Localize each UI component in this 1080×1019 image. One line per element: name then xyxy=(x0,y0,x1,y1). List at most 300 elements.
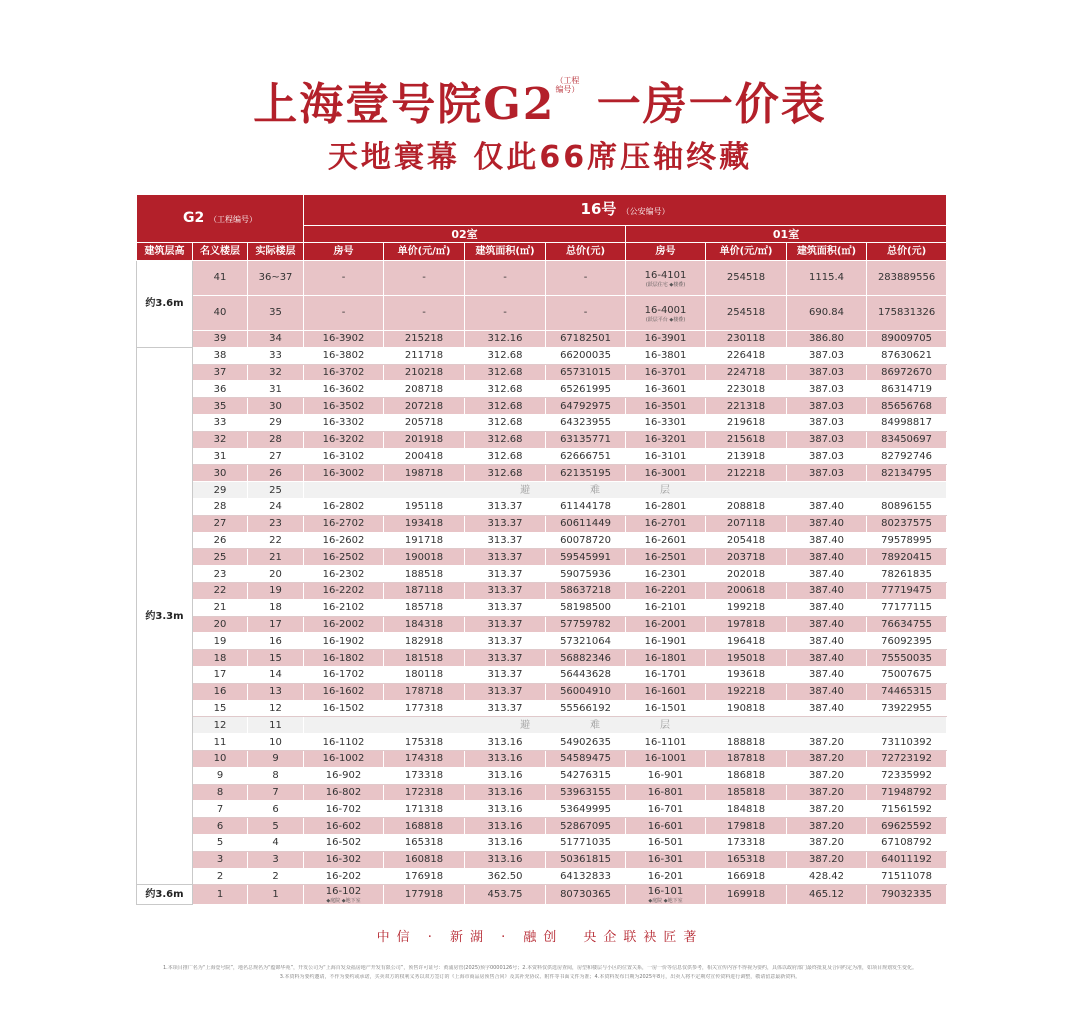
unit-02-area-cell: 313.16 xyxy=(465,834,546,851)
table-row xyxy=(137,633,947,650)
nominal-floor-cell: 32 xyxy=(193,431,248,448)
unit-02-room-cell: 16-2802 xyxy=(304,498,384,515)
unit-02-total-cell: 60078720 xyxy=(546,532,626,549)
unit-01-room-cell: 16-1701 xyxy=(626,666,706,683)
unit-02-area-cell: 313.37 xyxy=(465,616,546,633)
unit-02-room-cell: 16-702 xyxy=(304,801,384,818)
table-row xyxy=(137,515,947,532)
table-row xyxy=(137,868,947,885)
unit-02-total-cell: 54276315 xyxy=(546,767,626,784)
unit-02-room-cell: 16-3002 xyxy=(304,465,384,482)
unit-01-room-cell: 16-2201 xyxy=(626,582,706,599)
unit-02-price-cell: 181518 xyxy=(384,650,465,667)
unit-02-room-cell: 16-1602 xyxy=(304,683,384,700)
unit-02-total-cell: - xyxy=(546,296,626,331)
unit-02-total-cell: 61144178 xyxy=(546,498,626,515)
unit-01-total-cell: 73110392 xyxy=(867,734,947,751)
unit-01-room-cell: 16-701 xyxy=(626,801,706,818)
unit-02-price-cell: 200418 xyxy=(384,448,465,465)
unit-01-area-cell: 387.03 xyxy=(787,347,867,364)
unit-01-room-cell: 16-1501 xyxy=(626,700,706,717)
unit-01-area-cell: 387.20 xyxy=(787,750,867,767)
price-table xyxy=(136,194,947,905)
room-number: 16-101 xyxy=(647,886,684,898)
nominal-floor-cell: 3 xyxy=(193,851,248,868)
unit-02-total-cell: 59545991 xyxy=(546,549,626,566)
unit-02-area-cell: 313.16 xyxy=(465,818,546,835)
unit-02-price-cell: 177918 xyxy=(384,885,465,905)
unit-01-area-cell: 387.40 xyxy=(787,549,867,566)
unit-01-area-cell: 387.20 xyxy=(787,834,867,851)
unit-02-total-cell: 57759782 xyxy=(546,616,626,633)
unit-01-total-cell: 77177115 xyxy=(867,599,947,616)
table-row xyxy=(137,549,947,566)
room-number: 16-4101 xyxy=(644,269,687,281)
unit-01-price-cell: 165318 xyxy=(706,851,787,868)
unit-01-room-cell: 16-3101 xyxy=(626,448,706,465)
unit-02-area-cell: 313.37 xyxy=(465,666,546,683)
unit-02-room-cell: 16-3502 xyxy=(304,398,384,415)
unit-01-price-cell: 202018 xyxy=(706,566,787,583)
unit-02-room-cell: 16-2502 xyxy=(304,549,384,566)
unit-02-room-cell: 16-2102 xyxy=(304,599,384,616)
table-row xyxy=(137,750,947,767)
unit-02-price-cell: 165318 xyxy=(384,834,465,851)
unit-02-room-cell: 16-1802 xyxy=(304,650,384,667)
unit-02-room-cell: 16-2602 xyxy=(304,532,384,549)
unit-02-room-cell: 16-902 xyxy=(304,767,384,784)
unit-02-price-cell: 178718 xyxy=(384,683,465,700)
unit-02-area-cell: - xyxy=(465,296,546,331)
unit-01-room-cell: 16-2301 xyxy=(626,566,706,583)
unit-01-area-cell: 387.03 xyxy=(787,414,867,431)
unit-01-area-cell: 1115.4 xyxy=(787,261,867,296)
unit-01-area-cell: 387.40 xyxy=(787,633,867,650)
unit-02-room-cell: 16-3302 xyxy=(304,414,384,431)
actual-floor-cell: 15 xyxy=(248,650,304,667)
unit-02-area-cell: 313.16 xyxy=(465,851,546,868)
unit-02-total-cell: 58637218 xyxy=(546,582,626,599)
unit-02-room-cell: - xyxy=(304,296,384,331)
building-sub: （公安编号） xyxy=(621,206,670,216)
unit-01-room-cell: 16-201 xyxy=(626,868,706,885)
table-row xyxy=(137,717,947,734)
unit-02-area-cell: 313.16 xyxy=(465,750,546,767)
unit-01-price-cell: 173318 xyxy=(706,834,787,851)
table-row xyxy=(137,734,947,751)
unit-01-total-cell: 75550035 xyxy=(867,650,947,667)
unit-02-total-cell: 54902635 xyxy=(546,734,626,751)
unit-02-price-cell: 187118 xyxy=(384,582,465,599)
unit-02-room-cell: 16-502 xyxy=(304,834,384,851)
unit-02-room-cell: 16-1102 xyxy=(304,734,384,751)
unit-02-price-cell: 193418 xyxy=(384,515,465,532)
unit-01-area-cell: 387.40 xyxy=(787,498,867,515)
actual-floor-cell: 18 xyxy=(248,599,304,616)
unit-02-room-cell: 16-2302 xyxy=(304,566,384,583)
unit-01-room-cell: 16-2801 xyxy=(626,498,706,515)
unit-02-total-cell: 50361815 xyxy=(546,851,626,868)
unit-02-price-cell: 182918 xyxy=(384,633,465,650)
unit-02-price-cell: 198718 xyxy=(384,465,465,482)
table-row xyxy=(137,784,947,801)
unit-01-room-cell: 16-3701 xyxy=(626,364,706,381)
actual-floor-cell: 6 xyxy=(248,801,304,818)
nominal-floor-cell: 31 xyxy=(193,448,248,465)
unit-01-room-cell: 16-3301 xyxy=(626,414,706,431)
unit-01-price-cell: 203718 xyxy=(706,549,787,566)
unit-02-total-cell: 57321064 xyxy=(546,633,626,650)
unit-01-total-cell: 80237575 xyxy=(867,515,947,532)
unit-02-room-cell xyxy=(304,885,384,905)
unit-02-total-cell: 55566192 xyxy=(546,700,626,717)
floor-height-cell: 约3.6m xyxy=(137,261,193,348)
unit-01-area-cell: 428.42 xyxy=(787,868,867,885)
nominal-floor-cell: 29 xyxy=(193,482,248,499)
unit-02-room-cell: 16-2002 xyxy=(304,616,384,633)
table-row xyxy=(137,666,947,683)
table-row xyxy=(137,767,947,784)
unit-02-price-cell: 185718 xyxy=(384,599,465,616)
actual-floor-cell: 2 xyxy=(248,868,304,885)
table-row xyxy=(137,818,947,835)
unit-01-price-cell: 212218 xyxy=(706,465,787,482)
nominal-floor-cell: 16 xyxy=(193,683,248,700)
nominal-floor-cell: 1 xyxy=(193,885,248,905)
unit-01-area-cell: 387.20 xyxy=(787,767,867,784)
unit-02-room-cell: 16-1902 xyxy=(304,633,384,650)
actual-floor-cell: 29 xyxy=(248,414,304,431)
unit-02-price-cell: 211718 xyxy=(384,347,465,364)
unit-02-total-cell: 66200035 xyxy=(546,347,626,364)
unit-01-price-cell: 193618 xyxy=(706,666,787,683)
unit-02-room-cell: 16-802 xyxy=(304,784,384,801)
unit-01-area-cell: 387.03 xyxy=(787,398,867,415)
nominal-floor-cell: 17 xyxy=(193,666,248,683)
unit-02-total-cell: 54589475 xyxy=(546,750,626,767)
actual-floor-cell: 13 xyxy=(248,683,304,700)
actual-floor-cell: 19 xyxy=(248,582,304,599)
unit-02-total-cell: 62666751 xyxy=(546,448,626,465)
unit-02-area-cell: 313.16 xyxy=(465,767,546,784)
unit-01-area-cell: 387.20 xyxy=(787,734,867,751)
unit-01-room-cell xyxy=(626,296,706,331)
unit-01-area-cell: 387.40 xyxy=(787,515,867,532)
unit-02-price-cell: 168818 xyxy=(384,818,465,835)
unit-02-total-cell: 64323955 xyxy=(546,414,626,431)
actual-floor-cell: 34 xyxy=(248,331,304,348)
unit-02-area-cell: 313.16 xyxy=(465,801,546,818)
unit-02-total-cell: 62135195 xyxy=(546,465,626,482)
unit-02-area-cell: 313.37 xyxy=(465,515,546,532)
table-row xyxy=(137,414,947,431)
actual-floor-cell: 22 xyxy=(248,532,304,549)
unit-01-room-cell: 16-1801 xyxy=(626,650,706,667)
unit-01-room-cell: 16-1001 xyxy=(626,750,706,767)
column-header: 房号 xyxy=(304,243,384,261)
unit-02-area-cell: 313.37 xyxy=(465,633,546,650)
actual-floor-cell: 4 xyxy=(248,834,304,851)
unit-01-room-cell: 16-2501 xyxy=(626,549,706,566)
unit-02-price-cell: 190018 xyxy=(384,549,465,566)
unit-02-price-cell: 205718 xyxy=(384,414,465,431)
unit-01-total-cell: 71948792 xyxy=(867,784,947,801)
unit-01-total-cell: 82134795 xyxy=(867,465,947,482)
unit-02-room-cell: 16-1502 xyxy=(304,700,384,717)
building-label: 16号 xyxy=(580,199,617,218)
nominal-floor-cell: 33 xyxy=(193,414,248,431)
actual-floor-cell: 28 xyxy=(248,431,304,448)
unit-01-area-cell: 387.03 xyxy=(787,381,867,398)
unit-02-area-cell: 312.68 xyxy=(465,465,546,482)
unit-02-room-cell: 16-3202 xyxy=(304,431,384,448)
title-main-suffix: 一房一价表 xyxy=(596,79,827,130)
unit-02-total-cell: 51771035 xyxy=(546,834,626,851)
actual-floor-cell: 33 xyxy=(248,347,304,364)
unit-02-area-cell: 453.75 xyxy=(465,885,546,905)
actual-floor-cell: 7 xyxy=(248,784,304,801)
unit-01-price-cell: 200618 xyxy=(706,582,787,599)
unit-01-room-cell xyxy=(626,885,706,905)
unit-01-total-cell: 77719475 xyxy=(867,582,947,599)
column-header: 实际楼层 xyxy=(248,243,304,261)
unit-01-price-cell: 213918 xyxy=(706,448,787,465)
nominal-floor-cell: 30 xyxy=(193,465,248,482)
unit-01-room-cell: 16-2001 xyxy=(626,616,706,633)
unit-01-area-cell: 387.40 xyxy=(787,616,867,633)
unit-02-price-cell: 215218 xyxy=(384,331,465,348)
unit-01-total-cell: 75007675 xyxy=(867,666,947,683)
actual-floor-cell: 9 xyxy=(248,750,304,767)
actual-floor-cell: 23 xyxy=(248,515,304,532)
unit-02-total-cell: - xyxy=(546,261,626,296)
unit-02-area-cell: 313.37 xyxy=(465,700,546,717)
unit-01-price-cell: 195018 xyxy=(706,650,787,667)
actual-floor-cell: 10 xyxy=(248,734,304,751)
footnote-line-1: 1.本项目推广名为“上海壹号院”，地名总规名为“蕴锦华苑”，开发公司为“上海百发众福房地产开发有限公司”，预售许可证号：黄浦房管(2025)预字0000126号；2.本资料仅供选房查阅，房型和楼层与小区的位置关系，一房一价等信息仅供参考，相关宣传内容不得视为要约，具体以政府部门最终批复及合同约定为准，如项目规划发生变化。 xyxy=(163,965,917,971)
project-code-sub: （工程编号） xyxy=(209,214,258,224)
unit-01-price-cell: 205418 xyxy=(706,532,787,549)
unit-02-total-cell: 80730365 xyxy=(546,885,626,905)
table-row xyxy=(137,700,947,717)
actual-floor-cell: 3 xyxy=(248,851,304,868)
unit-02-area-cell: 313.16 xyxy=(465,784,546,801)
nominal-floor-cell: 15 xyxy=(193,700,248,717)
unit-02-area-cell: 313.16 xyxy=(465,734,546,751)
nominal-floor-cell: 38 xyxy=(193,347,248,364)
unit-02-area-cell: 313.37 xyxy=(465,549,546,566)
nominal-floor-cell: 25 xyxy=(193,549,248,566)
floor-height-cell: 约3.6m xyxy=(137,885,193,905)
title-small-note-2: 编号） xyxy=(555,85,580,94)
column-header: 建筑面积(㎡) xyxy=(787,243,867,261)
nominal-floor-cell: 23 xyxy=(193,566,248,583)
nominal-floor-cell: 40 xyxy=(193,296,248,331)
unit-02-total-cell: 53963155 xyxy=(546,784,626,801)
footnote-line-2: 3.本资料为要约邀请，不作为要约或承诺，买卖双方的权利义务以双方签订的《上海市商品房预售合同》及其补充协议、附件等书面文件为准；4.本资料发布日期为2025年8月，出卖人将不定期对宣传资料进行调整，敬请留意最新资料。 xyxy=(279,974,801,980)
actual-floor-cell: 32 xyxy=(248,364,304,381)
table-row xyxy=(137,650,947,667)
unit-01-total-cell: 283889556 xyxy=(867,261,947,296)
table-row xyxy=(137,364,947,381)
page-title xyxy=(0,68,1080,132)
unit-01-area-cell: 387.20 xyxy=(787,801,867,818)
unit-02-room-cell: 16-3602 xyxy=(304,381,384,398)
refuge-floor-cell: 避难层 xyxy=(304,717,947,734)
actual-floor-cell: 26 xyxy=(248,465,304,482)
unit-02-area-cell: 313.37 xyxy=(465,599,546,616)
title-small-note-1: （工程 xyxy=(555,76,580,85)
project-code-label: G2 xyxy=(182,209,205,226)
unit-01-price-cell: 219618 xyxy=(706,414,787,431)
unit-02-price-cell: 191718 xyxy=(384,532,465,549)
table-row xyxy=(137,296,947,331)
unit-01-total-cell: 79578995 xyxy=(867,532,947,549)
unit-02-room-cell: 16-2702 xyxy=(304,515,384,532)
unit-01-room-cell: 16-301 xyxy=(626,851,706,868)
refuge-floor-cell: 避难层 xyxy=(304,482,947,499)
unit-02-price-cell: 173318 xyxy=(384,767,465,784)
unit-01-total-cell: 79032335 xyxy=(867,885,947,905)
unit-02-area-cell: - xyxy=(465,261,546,296)
unit-01-price-cell: 196418 xyxy=(706,633,787,650)
unit-01-price-cell: 190818 xyxy=(706,700,787,717)
unit-01-area-cell: 387.20 xyxy=(787,851,867,868)
unit-01-price-cell: 208818 xyxy=(706,498,787,515)
actual-floor-cell: 12 xyxy=(248,700,304,717)
unit-01-area-cell: 387.03 xyxy=(787,448,867,465)
nominal-floor-cell: 6 xyxy=(193,818,248,835)
unit-02-total-cell: 53649995 xyxy=(546,801,626,818)
title-main-prefix: 上海壹号院G2 xyxy=(253,79,556,130)
unit-02-area-cell: 312.68 xyxy=(465,414,546,431)
unit-01-total-cell: 74465315 xyxy=(867,683,947,700)
unit-01-area-cell: 465.12 xyxy=(787,885,867,905)
unit-02-room-cell: 16-1002 xyxy=(304,750,384,767)
unit-02-area-cell: 312.68 xyxy=(465,398,546,415)
unit-02-total-cell: 56443628 xyxy=(546,666,626,683)
nominal-floor-cell: 21 xyxy=(193,599,248,616)
unit-02-area-cell: 362.50 xyxy=(465,868,546,885)
nominal-floor-cell: 12 xyxy=(193,717,248,734)
unit-01-price-cell: 186818 xyxy=(706,767,787,784)
table-row xyxy=(137,683,947,700)
unit-01-area-cell: 387.03 xyxy=(787,465,867,482)
unit-02-price-cell: 188518 xyxy=(384,566,465,583)
unit-02-room-cell: 16-3902 xyxy=(304,331,384,348)
unit-01-price-cell: 254518 xyxy=(706,261,787,296)
unit-02-room-cell: 16-2202 xyxy=(304,582,384,599)
table-row xyxy=(137,801,947,818)
unit-01-price-cell: 192218 xyxy=(706,683,787,700)
nominal-floor-cell: 28 xyxy=(193,498,248,515)
unit-01-total-cell: 78261835 xyxy=(867,566,947,583)
table-row xyxy=(137,851,947,868)
unit-01-price-cell: 166918 xyxy=(706,868,787,885)
unit-02-price-cell: 160818 xyxy=(384,851,465,868)
unit-02-room-cell: 16-3802 xyxy=(304,347,384,364)
unit-01-room-cell: 16-3001 xyxy=(626,465,706,482)
unit-02-area-cell: 313.37 xyxy=(465,582,546,599)
actual-floor-cell: 16 xyxy=(248,633,304,650)
unit-01-area-cell: 387.40 xyxy=(787,582,867,599)
column-header: 总价(元) xyxy=(546,243,626,261)
unit-02-area-cell: 313.37 xyxy=(465,650,546,667)
unit-02-total-cell: 56004910 xyxy=(546,683,626,700)
nominal-floor-cell: 20 xyxy=(193,616,248,633)
table-row xyxy=(137,599,947,616)
actual-floor-cell: 20 xyxy=(248,566,304,583)
table-row xyxy=(137,347,947,364)
unit-02-price-cell: - xyxy=(384,296,465,331)
unit-02-price-cell: 174318 xyxy=(384,750,465,767)
unit-02-area-cell: 312.16 xyxy=(465,331,546,348)
unit-02-price-cell: 175318 xyxy=(384,734,465,751)
unit-02-area-cell: 313.37 xyxy=(465,566,546,583)
unit-01-total-cell: 64011192 xyxy=(867,851,947,868)
unit-01-area-cell: 387.40 xyxy=(787,683,867,700)
actual-floor-cell: 30 xyxy=(248,398,304,415)
unit-02-price-cell: - xyxy=(384,261,465,296)
actual-floor-cell: 17 xyxy=(248,616,304,633)
table-row xyxy=(137,261,947,296)
actual-floor-cell: 11 xyxy=(248,717,304,734)
unit-01-room-cell: 16-901 xyxy=(626,767,706,784)
unit-02-area-cell: 312.68 xyxy=(465,364,546,381)
unit-02-price-cell: 171318 xyxy=(384,801,465,818)
unit-02-area-cell: 312.68 xyxy=(465,347,546,364)
unit-01-price-cell: 207118 xyxy=(706,515,787,532)
table-row xyxy=(137,482,947,499)
unit-01-total-cell: 69625592 xyxy=(867,818,947,835)
room-tag: (跃层住宅 ◆楼叠) xyxy=(645,281,686,288)
unit-02-total-cell: 63135771 xyxy=(546,431,626,448)
unit-01-price-cell: 169918 xyxy=(706,885,787,905)
unit-01-area-cell: 387.40 xyxy=(787,700,867,717)
nominal-floor-cell: 35 xyxy=(193,398,248,415)
unit-02-room-cell: 16-302 xyxy=(304,851,384,868)
unit-01-price-cell: 179818 xyxy=(706,818,787,835)
unit-01-room-cell: 16-501 xyxy=(626,834,706,851)
unit-01-price-cell: 185818 xyxy=(706,784,787,801)
table-row xyxy=(137,616,947,633)
column-header: 单价(元/㎡) xyxy=(706,243,787,261)
unit-01-area-cell: 387.40 xyxy=(787,666,867,683)
unit-01-total-cell: 71511078 xyxy=(867,868,947,885)
unit-01-room-cell: 16-1101 xyxy=(626,734,706,751)
unit-02-total-cell: 58198500 xyxy=(546,599,626,616)
unit-01-total-cell: 76092395 xyxy=(867,633,947,650)
table-row xyxy=(137,834,947,851)
actual-floor-cell: 24 xyxy=(248,498,304,515)
unit-01-total-cell: 73922955 xyxy=(867,700,947,717)
unit-01-room-cell: 16-3201 xyxy=(626,431,706,448)
unit-01-price-cell: 226418 xyxy=(706,347,787,364)
unit-01-room-cell: 16-1901 xyxy=(626,633,706,650)
page-subtitle: 天地寰幕 仅此66席压轴终藏 xyxy=(327,140,753,175)
unit-01-total-cell: 67108792 xyxy=(867,834,947,851)
unit-01-room-cell xyxy=(626,261,706,296)
unit-01-price-cell: 197818 xyxy=(706,616,787,633)
unit-01-room-cell: 16-801 xyxy=(626,784,706,801)
unit-02-price-cell: 207218 xyxy=(384,398,465,415)
title-small-note xyxy=(555,76,579,94)
unit-01-price-cell: 230118 xyxy=(706,331,787,348)
unit-02-area-cell: 312.68 xyxy=(465,448,546,465)
unit-01-header: 01室 xyxy=(626,226,947,243)
unit-02-price-cell: 176918 xyxy=(384,868,465,885)
nominal-floor-cell: 18 xyxy=(193,650,248,667)
